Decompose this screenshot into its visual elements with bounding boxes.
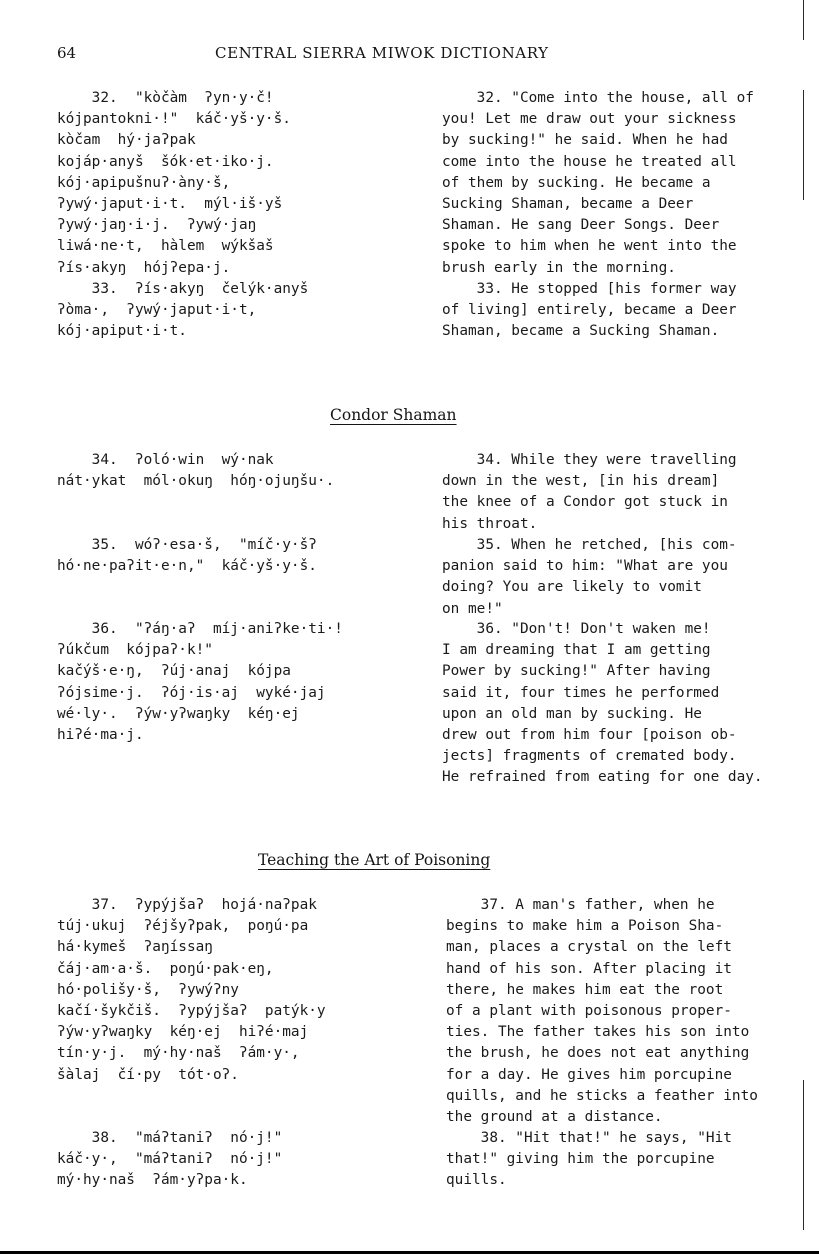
text-line: the knee of a Condor got stuck in <box>442 494 728 511</box>
text-line: tín·y·j. mý·hy·naš ʔám·y·, <box>57 1045 300 1062</box>
text-line: the ground at a distance. <box>446 1109 663 1126</box>
text-line: káč·y·, "máʔtaniʔ nó·j!" <box>57 1151 283 1168</box>
text-line: Shaman, became a Sucking Shaman. <box>442 323 720 340</box>
page-number: 64 <box>57 44 77 62</box>
entry-37-miwok-text <box>57 895 326 1086</box>
text-line: jects] fragments of cremated body. <box>442 748 737 765</box>
section-title-teaching-poisoning: Teaching the Art of Poisoning <box>258 851 491 869</box>
text-line: the brush, he does not eat anything <box>446 1045 750 1062</box>
entry-34-translation <box>442 450 737 535</box>
text-line: quills. <box>446 1172 507 1189</box>
text-line: túj·ukuj ʔéjšyʔpak, poŋú·pa <box>57 918 309 935</box>
text-line: upon an old man by sucking. He <box>442 705 702 722</box>
text-line: kojáp·anyš šók·et·iko·j. <box>57 153 274 170</box>
text-line: 37. ʔypýjšaʔ hojá·naʔpak <box>57 897 317 913</box>
entry-38-translation <box>446 1128 732 1192</box>
scan-edge-mark <box>803 90 805 200</box>
text-line: 32. "kòčàm ʔyn·y·č! <box>57 90 274 106</box>
text-line: 37. A man's father, when he <box>446 897 715 913</box>
entry-35-miwok-text <box>57 535 317 577</box>
text-line: há·kymeš ʔaŋíssaŋ <box>57 939 213 956</box>
text-line: Shaman. He sang Deer Songs. Deer <box>442 217 720 234</box>
text-line: ʔójsime·j. ʔój·is·aj wyké·jaj <box>57 684 326 701</box>
text-line: mý·hy·naš ʔám·yʔpa·k. <box>57 1172 248 1189</box>
text-line: šàlaj čí·py tót·oʔ. <box>57 1066 239 1083</box>
entry-35-translation <box>442 535 737 620</box>
text-line: nát·ykat mól·okuŋ hóŋ·ojuŋšu·. <box>57 473 335 490</box>
text-line: there, he makes him eat the root <box>446 981 724 998</box>
text-line: panion said to him: "What are you <box>442 558 728 575</box>
text-line: spoke to him when he went into the <box>442 238 737 255</box>
text-line: He refrained from eating for one day. <box>442 769 763 786</box>
text-line: 32. "Come into the house, all of <box>442 90 754 106</box>
text-line: ʔywý·jaŋ·i·j. ʔywý·jaŋ <box>57 217 257 234</box>
text-line: kój·apipušnuʔ·àny·š, <box>57 174 231 191</box>
text-line: 34. While they were travelling <box>442 452 737 468</box>
text-line: 34. ʔoló·win wý·nak <box>57 452 274 468</box>
text-line: I am dreaming that I am getting <box>442 642 711 659</box>
text-line: doing? You are likely to vomit <box>442 579 702 596</box>
text-line: ʔís·akyŋ hójʔepa·j. <box>57 259 231 276</box>
text-line: kójpantokni·!" káč·yš·y·š. <box>57 111 291 128</box>
text-line: said it, four times he performed <box>442 684 720 701</box>
section-title-condor-shaman: Condor Shaman <box>330 406 457 424</box>
text-line: for a day. He gives him porcupine <box>446 1066 732 1083</box>
text-line: čáj·am·a·š. poŋú·pak·eŋ, <box>57 960 274 977</box>
text-line: 35. wóʔ·esa·š, "míč·y·šʔ <box>57 537 317 553</box>
entry-32-translation <box>442 88 754 342</box>
text-line: ʔywý·japut·i·t. mýl·iš·yš <box>57 196 283 213</box>
scan-edge-mark <box>803 0 805 40</box>
text-line: kačí·šykčiš. ʔypýjšaʔ patýk·y <box>57 1003 326 1020</box>
text-line: 33. ʔís·akyŋ čelýk·anyš <box>57 280 309 297</box>
text-line: hand of his son. After placing it <box>446 960 732 977</box>
text-line: 35. When he retched, [his com- <box>442 537 737 553</box>
text-line: of a plant with poisonous proper- <box>446 1003 732 1020</box>
text-line: ties. The father takes his son into <box>446 1024 750 1041</box>
entry-36-translation <box>442 619 763 789</box>
entry-36-miwok-text <box>57 619 343 746</box>
text-line: ʔýw·yʔwaŋky kéŋ·ej hiʔé·maj <box>57 1024 309 1041</box>
text-line: 36. "ʔáŋ·aʔ míj·aniʔke·ti·! <box>57 621 343 637</box>
text-line: on me!" <box>442 600 503 617</box>
text-line: ʔúkčum kójpaʔ·k!" <box>57 642 213 659</box>
text-line: down in the west, [in his dream] <box>442 473 720 490</box>
text-line: 38. "Hit that!" he says, "Hit <box>446 1130 732 1146</box>
text-line: drew out from him four [poison ob- <box>442 727 737 744</box>
entry-38-miwok-text <box>57 1128 282 1192</box>
entry-34-miwok-text <box>57 450 334 492</box>
text-line: 38. "máʔtaniʔ nó·j!" <box>57 1130 283 1146</box>
text-line: 36. "Don't! Don't waken me! <box>442 621 711 637</box>
text-line: come into the house he treated all <box>442 153 737 170</box>
running-title: CENTRAL SIERRA MIWOK DICTIONARY <box>215 44 549 62</box>
text-line: 33. He stopped [his former way <box>442 280 737 297</box>
text-line: wé·ly·. ʔýw·yʔwaŋky kéŋ·ej <box>57 705 300 722</box>
text-line: quills, and he sticks a feather into <box>446 1087 758 1104</box>
entry-32-miwok-text <box>57 88 308 342</box>
text-line: hiʔé·ma·j. <box>57 727 144 744</box>
text-line: Power by sucking!" After having <box>442 663 711 680</box>
text-line: begins to make him a Poison Sha- <box>446 918 724 935</box>
scan-edge-mark <box>803 1080 805 1230</box>
text-line: man, places a crystal on the left <box>446 939 732 956</box>
text-line: kòčam hý·jaʔpak <box>57 132 196 149</box>
text-line: kačýš·e·ŋ, ʔúj·anaj kójpa <box>57 663 291 680</box>
text-line: by sucking!" he said. When he had <box>442 132 728 149</box>
text-line: liwá·ne·t, hàlem wýkšaš <box>57 238 274 255</box>
text-line: you! Let me draw out your sickness <box>442 111 737 128</box>
text-line: hó·polišy·š, ʔywýʔny <box>57 981 239 998</box>
text-line: his throat. <box>442 515 538 532</box>
text-line: Sucking Shaman, became a Deer <box>442 196 694 213</box>
text-line: kój·apiput·i·t. <box>57 323 187 340</box>
running-header <box>57 44 602 68</box>
text-line: hó·ne·paʔit·e·n," káč·yš·y·š. <box>57 558 317 575</box>
text-line: of them by sucking. He became a <box>442 174 711 191</box>
text-line: that!" giving him the porcupine <box>446 1151 715 1168</box>
text-line: ʔòma·, ʔywý·japut·i·t, <box>57 302 257 319</box>
entry-37-translation <box>446 895 758 1128</box>
text-line: of living] entirely, became a Deer <box>442 302 737 319</box>
text-line: brush early in the morning. <box>442 259 676 276</box>
